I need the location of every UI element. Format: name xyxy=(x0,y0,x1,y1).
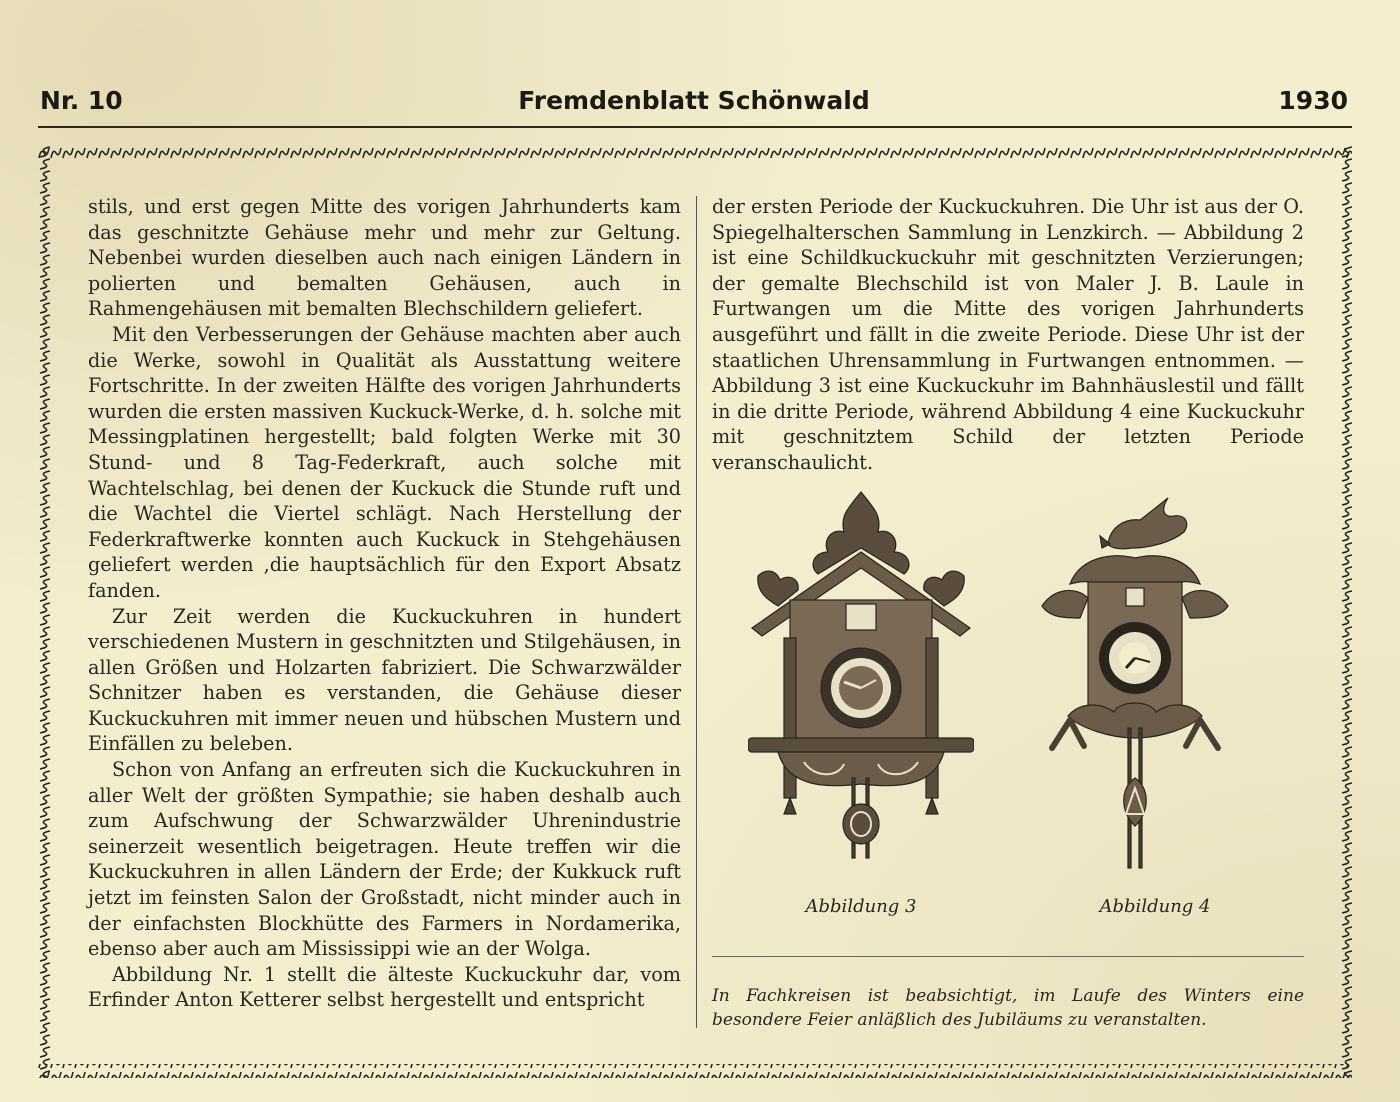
issue-year: 1930 xyxy=(1278,86,1348,115)
paragraph: stils, und erst gegen Mitte des vorigen Jahrhunderts kam das geschnitzte Gehäuse mehr und mehr zur Geltung. Nebenbei wurden dieselben auch nach einigen Ländern in polierten und bemalten Gehäusen, auch in Rahmengehäusen mit bemalten Blechschildern geliefert. xyxy=(88,195,681,321)
header-rule xyxy=(38,126,1352,128)
paragraph: der ersten Periode der Kuckuckuhren. Die Uhr ist aus der O. Spiegelhalterschen Sammlung in Lenzkirch. — Abbildung 2 ist eine Schildkuckuckuhr mit geschnitzten Verzierungen; der gemalte Blechschild ist von Maler J. B. Laule in Furtwangen um die Mitte des vorigen Jahrhunderts ausgeführt und fällt in die zweite Periode. Diese Uhr ist der staatlichen Uhrensammlung in Furtwangen entnommen. — Abbildung 3 ist eine Kuckuckuhr im Bahnhäuslestil und fällt in die dritte Periode, während Abbildung 4 eine Kuckuckuhr mit geschnitztem Schild der letzten Periode veranschaulicht. xyxy=(712,195,1304,474)
figure-caption: Abbildung 3 xyxy=(805,896,917,917)
left-column xyxy=(88,194,681,1013)
paragraph: Schon von Anfang an erfreuten sich die Kuckuckuhren in aller Welt der größten Sympathie; sie haben deshalb auch zum Aufschwung der Schwarzwälder Uhrenindustrie seinerzeit wesentlich beigetragen. Heute treffen wir die Kuckuckuhren in allen Ländern der Erde; der Kukkuck ruft jetzt im feinsten Salon der Großstadt, nicht minder auch in der einfachsten Blockhütte des Farmers in Nordamerika, ebenso aber auch am Mississippi wie an der Wolga. xyxy=(88,758,681,961)
paragraph: Zur Zeit werden die Kuckuckuhren in hundert verschiedenen Mustern in geschnitzten und Stilgehäusen, in allen Größen und Holzarten fabriziert. Die Schwarzwälder Schnitzer haben es verstanden, die Gehäuse dieser Kuckuckuhren mit immer neuen und hübschen Mustern und Einfällen zu beleben. xyxy=(88,604,681,756)
column-divider xyxy=(696,196,697,1028)
right-column xyxy=(712,194,1304,476)
paragraph: Mit den Verbesserungen der Gehäuse machten aber auch die Werke, sowohl in Qualität als Ausstattung weitere Fortschritte. In der zweiten Hälfte des vorigen Jahrhunderts wurden die ersten massiven Kuckuck-Werke, d. h. solche mit Messingplatinen hergestellt; bald folgten Werke mit 30 Stund- und 8 Tag-Federkraft, auch solche mit Wachtelschlag, bei denen der Kuckuck die Stunde ruft und die Wachtel die Viertel schlägt. Nach Herstellung der Federkraftwerke konnten auch Kuckuck in Stehgehäusen geliefert werden ,die hauptsächlich für den Export Absatz fanden. xyxy=(88,322,681,602)
figure-caption: Abbildung 4 xyxy=(1099,896,1211,917)
cuckoo-clock-figure-3 xyxy=(748,488,974,870)
newspaper-title: Fremdenblatt Schönwald xyxy=(518,86,870,115)
issue-number: Nr. 10 xyxy=(40,86,123,115)
page-header xyxy=(40,86,1348,122)
footnote: In Fachkreisen ist beabsichtigt, im Laufe des Winters eine besondere Feier anläßlich des Jubiläums zu veranstalten. xyxy=(712,986,1304,1030)
cuckoo-clock-figure-4 xyxy=(1040,488,1230,870)
note-divider xyxy=(712,956,1304,957)
paragraph: Abbildung Nr. 1 stellt die älteste Kuckuckuhr dar, vom Erfinder Anton Ketterer selbst hergestellt und entspricht xyxy=(88,962,681,1012)
